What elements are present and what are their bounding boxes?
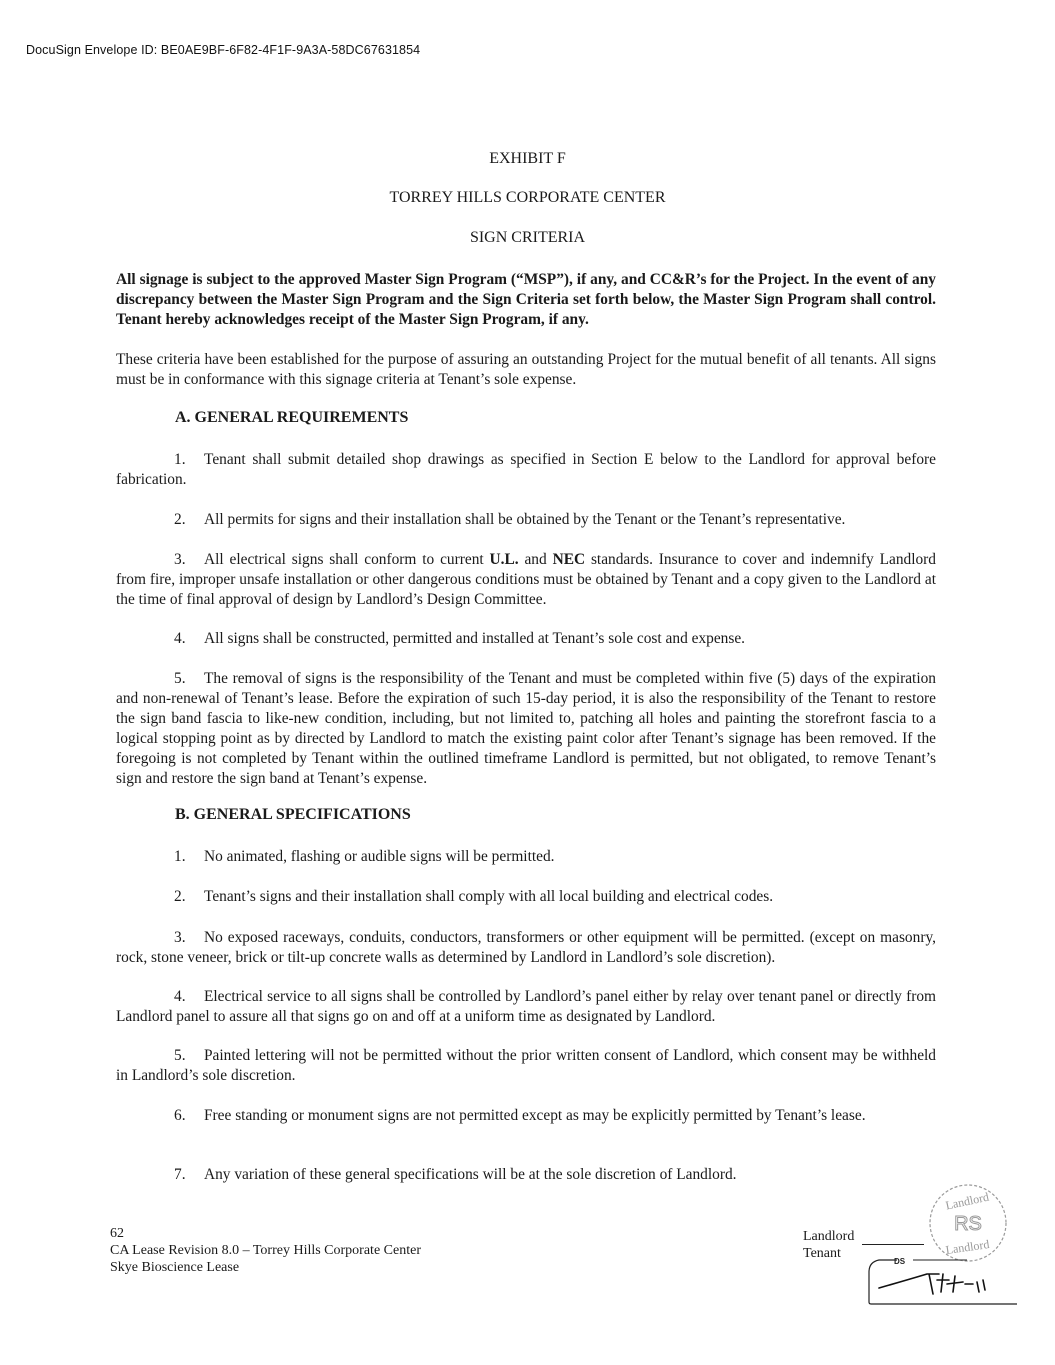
item-text-mid: and xyxy=(518,551,553,568)
page-number: 62 xyxy=(110,1226,124,1241)
section-a-item-4 xyxy=(116,629,936,649)
intro-bold-paragraph: All signage is subject to the approved Master Sign Program (“MSP”), if any, and CC&R’s for the Project. In the event of any discrepancy between the Master Sign Program and the Sign Criteria set forth below, the Master Sign Program shall control. Tenant hereby acknowledges receipt of the Master Sign Program, if any. xyxy=(116,271,936,328)
section-a-item-3 xyxy=(116,550,936,610)
item-text-after: standards. Insurance to cover and indemnify Landlord from fire, improper unsafe installation or other dangerous conditions must be obtained by Tenant and a copy given to the Landlord at the time of final approval of design by Landlord’s Design Committee. xyxy=(116,551,936,608)
item-number: 3. xyxy=(174,551,186,568)
section-b-item-5 xyxy=(116,1046,936,1086)
sign-criteria-title: SIGN CRITERIA xyxy=(469,229,586,246)
footer-lease-revision: CA Lease Revision 8.0 – Torrey Hills Corporate Center xyxy=(110,1243,421,1258)
item-number: 5. xyxy=(174,670,186,687)
item-number: 1. xyxy=(174,451,186,468)
intro-paragraph: These criteria have been established for the purpose of assuring an outstanding Project for the mutual benefit of all tenants. All signs must be in conformance with this signage criteria at Tenant’s sole expense. xyxy=(116,351,936,388)
section-b-item-1 xyxy=(116,847,936,867)
landlord-seal-stamp xyxy=(926,1181,1010,1265)
section-a-item-2 xyxy=(116,510,936,530)
section-b-item-2 xyxy=(116,887,936,907)
section-b-item-7 xyxy=(116,1165,936,1185)
item-text: All permits for signs and their installation shall be obtained by the Tenant or the Tenant’s representative. xyxy=(204,511,846,528)
seal-top-text: Landlord xyxy=(944,1189,991,1213)
section-b-item-3 xyxy=(116,928,936,968)
tenant-signature xyxy=(879,1274,985,1294)
item-text: No exposed raceways, conduits, conductors, transformers or other equipment will be permitted. (except on masonry, rock, stone veneer, brick or tilt-up concrete walls as determined by Landlord in Landlord’s sole discretion). xyxy=(116,929,936,966)
item-number: 2. xyxy=(174,888,186,905)
center-title: TORREY HILLS CORPORATE CENTER xyxy=(389,189,666,206)
item-number: 2. xyxy=(174,511,186,528)
page-footer xyxy=(110,1225,421,1276)
tenant-label: Tenant xyxy=(803,1246,841,1261)
landlord-initial-line xyxy=(862,1232,924,1245)
ds-label: DS xyxy=(894,1257,906,1266)
item-number: 4. xyxy=(174,988,186,1005)
landlord-initials-row xyxy=(803,1228,924,1245)
tenant-signature-box xyxy=(867,1254,1019,1308)
item-number: 7. xyxy=(174,1166,186,1183)
exhibit-title: EXHIBIT F xyxy=(489,150,566,167)
landlord-label: Landlord xyxy=(803,1229,855,1244)
item-text: No animated, flashing or audible signs will be permitted. xyxy=(204,848,555,865)
section-a-title: A. GENERAL REQUIREMENTS xyxy=(175,409,409,426)
seal-bottom-text: Landlord xyxy=(944,1237,991,1258)
section-b-item-4 xyxy=(116,987,936,1027)
item-number: 6. xyxy=(174,1107,186,1124)
item-text-before: All electrical signs shall conform to current xyxy=(204,551,490,568)
docusign-bracket xyxy=(869,1260,897,1272)
nec-standard: NEC xyxy=(552,551,586,568)
section-b-item-6 xyxy=(116,1106,936,1126)
section-a-item-5 xyxy=(116,669,936,789)
item-number: 4. xyxy=(174,630,186,647)
section-b-title: B. GENERAL SPECIFICATIONS xyxy=(175,806,411,823)
item-text: Any variation of these general specifications will be at the sole discretion of Landlord. xyxy=(204,1166,737,1183)
footer-lease-name: Skye Bioscience Lease xyxy=(110,1260,240,1275)
item-text: All signs shall be constructed, permitted and installed at Tenant’s sole cost and expense. xyxy=(204,630,746,647)
item-text: Electrical service to all signs shall be controlled by Landlord’s panel either by relay over tenant panel or directly from Landlord panel to assure all that signs go on and off at a uniform time as designated by Landlord. xyxy=(116,988,936,1025)
item-number: 3. xyxy=(174,929,186,946)
item-text: Free standing or monument signs are not permitted except as may be explicitly permitted by Tenant’s lease. xyxy=(204,1107,866,1124)
ul-standard: U.L. xyxy=(489,551,519,568)
item-text: Tenant’s signs and their installation shall comply with all local building and electrical codes. xyxy=(204,888,774,905)
item-number: 1. xyxy=(174,848,186,865)
docusign-envelope-id: DocuSign Envelope ID: BE0AE9BF-6F82-4F1F-9A3A-58DC67631854 xyxy=(26,43,421,57)
item-text: Tenant shall submit detailed shop drawings as specified in Section E below to the Landlord for approval before fabrication. xyxy=(116,451,936,488)
seal-initials: RS xyxy=(954,1213,982,1235)
section-a-item-1 xyxy=(116,450,936,490)
item-text: Painted lettering will not be permitted without the prior written consent of Landlord, which consent may be withheld in Landlord’s sole discretion. xyxy=(116,1047,936,1084)
item-number: 5. xyxy=(174,1047,186,1064)
item-text: The removal of signs is the responsibility of the Tenant and must be completed within five (5) days of the expiration and non-renewal of Tenant’s lease. Before the expiration of such 15-day period, it is also the responsibility of the Tenant to restore the sign band fascia to like-new condition, including, but not limited to, patching all holes and painting the storefront fascia to a logical stopping point as by directed by Landlord to match the existing paint color after Tenant’s signage has been removed. If the foregoing is not completed by Tenant within the outlined timeframe Landlord is permitted, but not obligated, to remove Tenant’s sign and restore the sign band at Tenant’s expense. xyxy=(116,670,936,787)
